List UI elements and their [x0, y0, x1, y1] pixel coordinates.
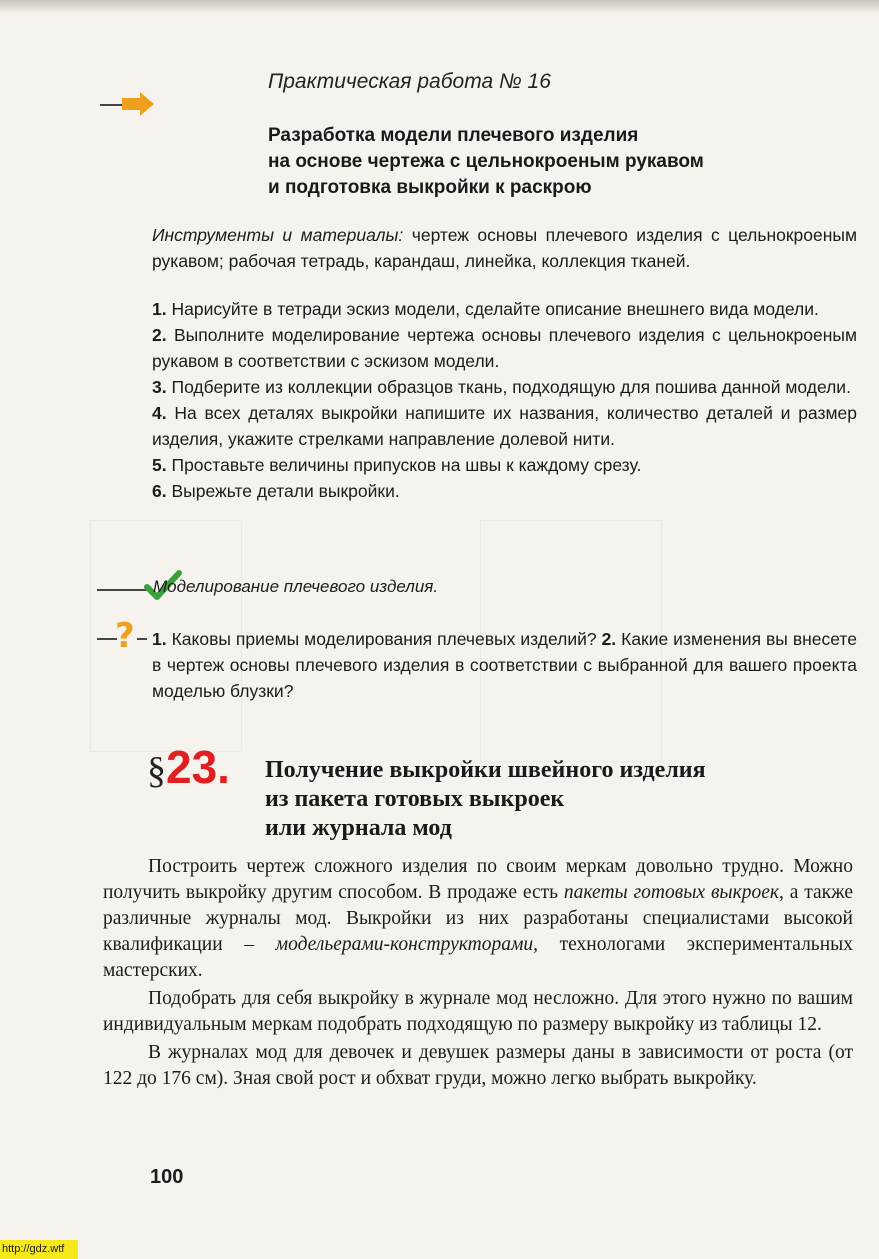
task-item [152, 452, 857, 478]
section-number [147, 740, 230, 794]
task-item [152, 322, 857, 374]
practical-work-header: Практическая работа № 16 [268, 70, 551, 93]
keyword-row [97, 573, 817, 603]
instruments-label: Инструменты и материалы: [152, 225, 404, 245]
body-emphasis: пакеты готовых выкроек [563, 882, 780, 903]
watermark-label: http://gdz.wtf [0, 1240, 78, 1259]
task-text: Подберите из коллекции образцов ткань, подходящую для пошива данной модели. [171, 377, 851, 397]
task-text: На всех деталях выкройки напишите их названия, количество деталей и размер изделия, укажите стрелками направление долевой нити. [152, 403, 857, 449]
section-title-line: или журнала мод [265, 815, 452, 841]
keyword-line [97, 589, 147, 591]
work-title-line: Разработка модели плечевого изделия [268, 125, 639, 146]
body-emphasis: модельерами-конструкторами, [275, 934, 539, 955]
work-title-line: и подготовка выкройки к раскрою [268, 177, 592, 198]
task-item [152, 400, 857, 452]
task-list [152, 296, 857, 504]
question-text: Какие изменения вы внесете в чертеж основы плечевого изделия в соответствии с выбранной для вашего проекта моделью блузки? [152, 629, 857, 701]
body-paragraph: В журналах мод для девочек и девушек размеры даны в зависимости от роста (от 122 до 176 см). Зная свой рост и обхват груди, можно легко выбрать выкройку. [103, 1042, 853, 1089]
question-number: 1. [152, 629, 167, 649]
task-number: 3. [152, 377, 167, 397]
work-title-line: на основе чертежа с цельнокроеным рукавом [268, 151, 704, 172]
body-text: Построить чертеж сложного изделия по своим меркам довольно трудно. Можно получить выкройку другим способом. В продаже есть [103, 856, 853, 903]
question-line [97, 638, 117, 640]
task-text: Выполните моделирование чертежа основы плечевого изделия с цельнокроеным рукавом в соответствии с эскизом модели. [152, 325, 857, 371]
task-item [152, 478, 857, 504]
task-number: 1. [152, 299, 167, 319]
question-line [137, 638, 147, 640]
task-text: Проставьте величины припусков на швы к каждому срезу. [171, 455, 642, 475]
arrow-icon [122, 92, 154, 116]
task-text: Нарисуйте в тетради эскиз модели, сделайте описание внешнего вида модели. [171, 299, 819, 319]
section-body [103, 854, 853, 1094]
task-number: 2. [152, 325, 167, 345]
task-item [152, 374, 857, 400]
section-title-line: Получение выкройки швейного изделия [265, 757, 706, 783]
task-item [152, 296, 857, 322]
body-paragraph: Подобрать для себя выкройку в журнале мод несложно. Для этого нужно по вашим индивидуальным меркам подобрать подходящую по размеру выкройку из таблицы 12. [103, 988, 853, 1035]
page-number: 100 [150, 1166, 184, 1188]
task-number: 6. [152, 481, 167, 501]
question-number: 2. [601, 629, 617, 649]
keyword-text: Моделирование плечевого изделия. [153, 577, 439, 596]
body-paragraph [103, 854, 853, 984]
body-text: , а также различные журналы мод. Выкройки из них разработаны специалистами высокой квалификации – [103, 882, 853, 955]
section-title [265, 756, 845, 843]
instruments-text: чертеж основы плечевого изделия с цельнокроеным рукавом; рабочая тетрадь, карандаш, линейка, коллекция тканей. [152, 225, 857, 271]
questions-text [152, 626, 857, 704]
section-number-value: 23. [166, 741, 230, 793]
task-number: 4. [152, 403, 167, 423]
page-top-edge [0, 0, 879, 14]
section-symbol: § [147, 750, 166, 792]
work-title [268, 123, 828, 201]
question-mark-icon: ? [115, 616, 135, 656]
question-text: Каковы приемы моделирования плечевых изделий? [171, 629, 597, 649]
section-title-line: из пакета готовых выкроек [265, 786, 565, 812]
task-text: Вырежьте детали выкройки. [171, 481, 400, 501]
body-text: технологами экспериментальных мастерских. [103, 934, 853, 981]
task-number: 5. [152, 455, 167, 475]
instruments-paragraph [152, 222, 857, 274]
